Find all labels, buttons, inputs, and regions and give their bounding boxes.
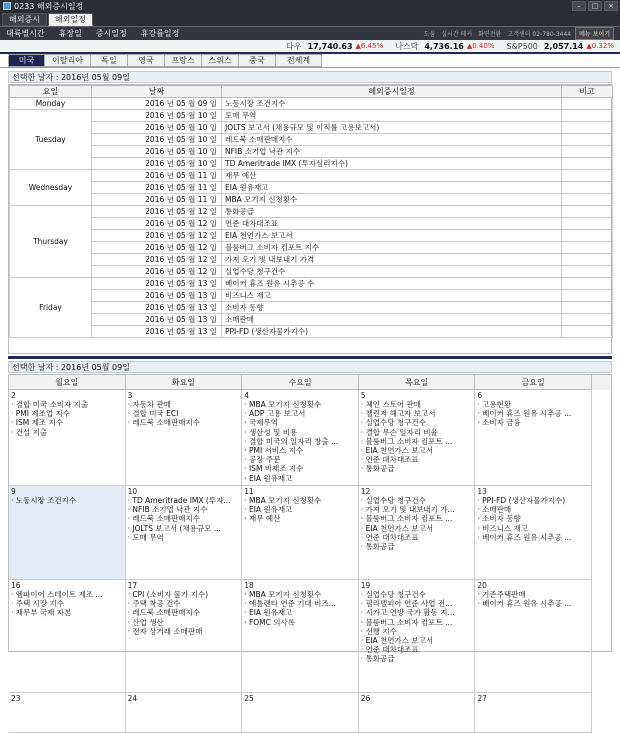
show-menu-button[interactable]: 메뉴 보이기 bbox=[575, 27, 614, 40]
table-row[interactable] bbox=[10, 122, 613, 134]
calendar-event[interactable]: · 연준 대차대조표 bbox=[361, 645, 473, 654]
note-cell bbox=[562, 182, 613, 194]
note-cell bbox=[562, 146, 613, 158]
day-number: 20 bbox=[477, 581, 487, 590]
date-cell: 2016 년 05 월 13 일 bbox=[92, 302, 222, 314]
calendar-day-cell[interactable] bbox=[475, 390, 592, 486]
event-cell: 블룸버그 소비자 컴포트 지수 bbox=[222, 242, 562, 254]
date-cell: 2016 년 05 월 10 일 bbox=[92, 122, 222, 134]
ticker-change: ▲0.40% bbox=[466, 42, 495, 50]
calendar-event[interactable]: · ADP 고용 보고서 bbox=[244, 409, 356, 418]
calendar-event[interactable]: · 고용현황 bbox=[477, 400, 589, 409]
day-cell: Monday bbox=[10, 98, 92, 110]
note-cell bbox=[562, 122, 613, 134]
calendar-event[interactable]: · 결합 미국 ECI bbox=[128, 409, 240, 418]
event-cell: 소매판매 bbox=[222, 314, 562, 326]
calendar-event[interactable]: · 소비자 동향 bbox=[477, 514, 589, 523]
day-number: 27 bbox=[477, 694, 487, 703]
table-row[interactable] bbox=[10, 254, 613, 266]
table-row[interactable] bbox=[10, 146, 613, 158]
ticker-value: 4,736.16 bbox=[424, 41, 464, 51]
day-number: 13 bbox=[477, 487, 487, 496]
calendar-event[interactable]: · ISM 비제조 지수 bbox=[244, 464, 356, 473]
calendar-event[interactable]: · 애틀랜타 연준 기대 비즈... bbox=[244, 599, 356, 608]
ticker-sp500 bbox=[506, 42, 614, 51]
note-cell bbox=[562, 302, 613, 314]
date-cell: 2016 년 05 월 12 일 bbox=[92, 230, 222, 242]
event-cell: 재무 예산 bbox=[222, 170, 562, 182]
calendar-event[interactable]: · PMI 서비스 지수 bbox=[244, 446, 356, 455]
event-cell: 소비자 동향 bbox=[222, 302, 562, 314]
event-cell: 베이커 휴즈 원유 시추공 수 bbox=[222, 278, 562, 290]
table-row[interactable] bbox=[10, 326, 613, 338]
note-cell bbox=[562, 110, 613, 122]
day-number: 12 bbox=[360, 487, 371, 496]
date-cell: 2016 년 05 월 10 일 bbox=[92, 146, 222, 158]
calendar-event[interactable]: · 자동차 판매 bbox=[128, 400, 240, 409]
calendar-event[interactable]: · 노동시장 조건지수 bbox=[11, 496, 123, 505]
calendar-day-cell[interactable] bbox=[9, 390, 126, 486]
calendar-header bbox=[9, 375, 611, 390]
calendar-event[interactable]: · 시카고 연방 국가 활동 지... bbox=[361, 608, 473, 617]
table-row[interactable] bbox=[10, 314, 613, 326]
note-cell bbox=[562, 290, 613, 302]
note-cell bbox=[562, 254, 613, 266]
ticker-nasdaq bbox=[395, 41, 494, 52]
calendar-event[interactable]: · 베이커 휴즈 원유 시추공 ... bbox=[477, 533, 589, 542]
tab-overseas-schedule[interactable]: 해외일정 bbox=[48, 13, 93, 26]
app-icon bbox=[3, 2, 11, 10]
menu-continent-time[interactable]: 대륙별시간 bbox=[6, 29, 45, 38]
calendar-event[interactable]: · 블룸버그 소비자 컴포트 ... bbox=[361, 618, 473, 627]
date-cell: 2016 년 05 월 12 일 bbox=[92, 218, 222, 230]
calendar-event[interactable]: · 국제무역 bbox=[244, 418, 356, 427]
date-cell: 2016 년 05 월 13 일 bbox=[92, 326, 222, 338]
calendar-event[interactable]: · EIA 원유재고 bbox=[244, 608, 356, 617]
note-cell bbox=[562, 194, 613, 206]
event-cell: 가져 오기 및 내보내기 가격 bbox=[222, 254, 562, 266]
event-cell: 비즈니스 재고 bbox=[222, 290, 562, 302]
calendar-event[interactable]: · 비즈니스 재고 bbox=[477, 524, 589, 533]
day-cell: Tuesday bbox=[10, 110, 92, 170]
menu-closure-schedule[interactable]: 휴강률일정 bbox=[140, 29, 180, 38]
calendar-event[interactable]: · MBA 모기지 신청횟수 bbox=[244, 400, 356, 409]
event-cell: EIA 천연가스 보고서 bbox=[222, 230, 562, 242]
date-cell: 2016 년 05 월 12 일 bbox=[92, 266, 222, 278]
ticker-name: 다우 bbox=[286, 41, 302, 51]
day-number: 25 bbox=[244, 694, 254, 703]
country-tab-bar bbox=[0, 54, 620, 68]
selected-date-label-calendar: 선택한 날자 : 2016년 05월 09일 bbox=[8, 361, 612, 373]
calendar-event[interactable]: · 연준 대차대조표 bbox=[361, 533, 473, 542]
calendar-panel bbox=[8, 374, 612, 703]
calendar-day-cell[interactable] bbox=[9, 580, 126, 693]
tab-china[interactable]: 중국 bbox=[239, 54, 276, 67]
event-cell: 연준 대차대조표 bbox=[222, 218, 562, 230]
calendar-event[interactable]: · 연준 대차대조표 bbox=[361, 455, 473, 464]
note-cell bbox=[562, 314, 613, 326]
note-cell bbox=[562, 206, 613, 218]
calendar-event[interactable]: · 레드북 소매판매지수 bbox=[128, 514, 240, 523]
calendar-event[interactable]: · PMI 제조업 지수 bbox=[11, 409, 123, 418]
ticker-change: ▲6.45% bbox=[355, 42, 384, 50]
calendar-event[interactable]: · CPI (소비자 물가 지수) bbox=[128, 590, 240, 599]
table-row[interactable] bbox=[10, 206, 613, 218]
day-number: 23 bbox=[11, 694, 21, 703]
calendar-event[interactable]: · 산업 생산 bbox=[128, 618, 240, 627]
calendar-day-cell[interactable] bbox=[475, 486, 592, 580]
index-ticker bbox=[0, 40, 620, 52]
day-number: 19 bbox=[360, 581, 371, 590]
note-cell bbox=[562, 266, 613, 278]
calendar-event[interactable]: · 통화공급 bbox=[361, 464, 473, 473]
table-row[interactable] bbox=[10, 182, 613, 194]
note-cell bbox=[562, 230, 613, 242]
calendar-event[interactable]: · 레드북 소매판매지수 bbox=[128, 418, 240, 427]
date-cell: 2016 년 05 월 10 일 bbox=[92, 110, 222, 122]
calendar-event[interactable]: · 실업수당 청구건수 bbox=[361, 590, 473, 599]
calendar-event[interactable]: · 공장 주문 bbox=[244, 455, 356, 464]
table-row[interactable] bbox=[10, 98, 613, 110]
calendar-day-cell[interactable] bbox=[242, 486, 359, 580]
title-bar bbox=[0, 0, 620, 12]
schedule-table-panel[interactable] bbox=[8, 84, 612, 354]
calendar-day-cell[interactable] bbox=[126, 486, 243, 580]
tab-overseas-market[interactable]: 해외증시 bbox=[2, 13, 47, 26]
day-number: 16 bbox=[11, 581, 21, 590]
realtime-ticker-link[interactable]: 실시간 테커 bbox=[441, 31, 473, 38]
calendar-event[interactable]: · 소비자 금융 bbox=[477, 418, 589, 427]
calendar-day-cell[interactable] bbox=[126, 390, 243, 486]
maximize-icon[interactable]: □ bbox=[588, 1, 602, 11]
day-number: 11 bbox=[244, 487, 254, 496]
calendar-day-cell[interactable] bbox=[242, 693, 359, 733]
date-cell: 2016 년 05 월 13 일 bbox=[92, 290, 222, 302]
event-cell: NFIB 소기업 낙관 지수 bbox=[222, 146, 562, 158]
window-title: 0233 해외증시일정 bbox=[14, 1, 84, 11]
calendar-day-cell[interactable] bbox=[242, 390, 359, 486]
table-row[interactable] bbox=[10, 230, 613, 242]
ticker-value: 2,057.14 bbox=[543, 41, 584, 51]
date-cell: 2016 년 05 월 11 일 bbox=[92, 182, 222, 194]
table-row[interactable] bbox=[10, 158, 613, 170]
calendar-day-cell[interactable] bbox=[9, 693, 126, 733]
calendar-day-cell[interactable] bbox=[126, 580, 243, 693]
calendar-event[interactable]: · EIA 천연가스 보고서 bbox=[361, 446, 473, 455]
event-cell: 도매 무역 bbox=[222, 110, 562, 122]
calendar-day-cell[interactable] bbox=[9, 486, 126, 580]
table-row[interactable] bbox=[10, 170, 613, 182]
tab-germany[interactable]: 독일 bbox=[91, 54, 128, 67]
tab-uk[interactable]: 영국 bbox=[128, 54, 165, 67]
calendar-event[interactable]: · 전자 상거래 소매판매 bbox=[128, 627, 240, 636]
weekday-header: 목요일 bbox=[359, 375, 476, 390]
tab-switzerland[interactable]: 스위스 bbox=[202, 54, 239, 67]
table-row[interactable] bbox=[10, 242, 613, 254]
ticker-name: S&P500 bbox=[506, 41, 538, 51]
calendar-event[interactable]: · 결합 미국의 일자리 창출 ... bbox=[244, 437, 356, 446]
date-cell: 2016 년 05 월 11 일 bbox=[92, 170, 222, 182]
table-row[interactable] bbox=[10, 134, 613, 146]
day-cell: Friday bbox=[10, 278, 92, 338]
calendar-event[interactable]: · 챌린저 해고자 보고서 bbox=[361, 409, 473, 418]
schedule-table bbox=[9, 85, 613, 338]
event-cell: PPI-FD (생산자물가지수) bbox=[222, 326, 562, 338]
calendar-event[interactable]: · 건설 지출 bbox=[11, 428, 123, 437]
calendar-event[interactable]: · NFIB 소기업 낙관 지수 bbox=[128, 505, 240, 514]
weekday-header: 수요일 bbox=[242, 375, 359, 390]
calendar-event[interactable]: · 결합 무슨 일자리 비율 bbox=[361, 428, 473, 437]
ticker-value: 17,740.63 bbox=[307, 41, 353, 51]
top-tab-bar bbox=[0, 12, 620, 26]
calendar-event[interactable]: · 레드북 소매판매지수 bbox=[128, 608, 240, 617]
calendar-day-cell[interactable] bbox=[126, 693, 243, 733]
tab-worldwide[interactable]: 전세계 bbox=[276, 54, 322, 67]
calendar-event[interactable]: · EIA 천연가스 보고서 bbox=[361, 524, 473, 533]
event-cell: EIA 원유재고 bbox=[222, 182, 562, 194]
date-cell: 2016 년 05 월 13 일 bbox=[92, 278, 222, 290]
day-number: 24 bbox=[127, 694, 138, 703]
calendar-day-cell[interactable] bbox=[359, 486, 476, 580]
calendar-event[interactable]: · 주택 착공 건수 bbox=[128, 599, 240, 608]
day-number: 10 bbox=[127, 487, 138, 496]
calendar-event[interactable]: · 블룸버그 소비자 컴포트 ... bbox=[361, 514, 473, 523]
calendar-event[interactable]: · 실업수당 청구건수 bbox=[361, 496, 473, 505]
event-cell: 통화공급 bbox=[222, 206, 562, 218]
calendar-event[interactable]: · 소매판매 bbox=[477, 505, 589, 514]
event-cell: TD Ameritrade IMX (투자심리지수) bbox=[222, 158, 562, 170]
weekday-header: 월요일 bbox=[9, 375, 126, 390]
ticker-name: 나스닥 bbox=[395, 41, 419, 51]
note-cell bbox=[562, 326, 613, 338]
date-cell: 2016 년 05 월 12 일 bbox=[92, 206, 222, 218]
calendar-event[interactable]: · PPI-FD (생산자물가지수) bbox=[477, 496, 589, 505]
col-header-day[interactable]: 요일 bbox=[10, 86, 92, 98]
ticker-dow bbox=[286, 41, 383, 52]
calendar-event[interactable]: · 블룸버그 소비자 컴포트 ... bbox=[361, 437, 473, 446]
day-number: 2 bbox=[11, 391, 16, 400]
calendar-event[interactable]: · EIA 원유재고 bbox=[244, 474, 356, 483]
note-cell bbox=[562, 98, 613, 110]
calendar-day-cell[interactable] bbox=[359, 693, 476, 733]
note-cell bbox=[562, 242, 613, 254]
calendar-event[interactable]: · 체인 스토어 판매 bbox=[361, 400, 473, 409]
calendar-week bbox=[9, 390, 611, 486]
calendar-event[interactable]: · MBA 모기지 신청횟수 bbox=[244, 496, 356, 505]
calendar-week bbox=[9, 580, 611, 693]
event-cell: 레드북 소매판매지수 bbox=[222, 134, 562, 146]
help-link[interactable]: 도움 bbox=[423, 31, 436, 38]
event-cell: MBA 모기지 신청횟수 bbox=[222, 194, 562, 206]
note-cell bbox=[562, 158, 613, 170]
table-row[interactable] bbox=[10, 110, 613, 122]
col-header-date[interactable]: 날짜 bbox=[92, 86, 222, 98]
date-cell: 2016 년 05 월 09 일 bbox=[92, 98, 222, 110]
calendar-event[interactable]: · 재무 예산 bbox=[244, 514, 356, 523]
calendar-event[interactable]: · ISM 제조 지수 bbox=[11, 418, 123, 427]
day-cell: Wednesday bbox=[10, 170, 92, 206]
calendar-event[interactable]: · 통화공급 bbox=[361, 542, 473, 551]
calendar-event[interactable]: · JOLTS 보고서 (채용규모 ... bbox=[128, 524, 240, 533]
calendar-event[interactable]: · 가져 오기 및 내보내기 가... bbox=[361, 505, 473, 514]
customer-center-link[interactable]: 고객센터 02-780-3444 bbox=[507, 31, 572, 38]
calendar-event[interactable]: · MBA 모기지 신청횟수 bbox=[244, 590, 356, 599]
calendar-event[interactable]: · TD Ameritrade IMX (투자... bbox=[128, 496, 240, 505]
calendar-event[interactable]: · 선행 지수 bbox=[361, 627, 473, 636]
note-cell bbox=[562, 170, 613, 182]
calendar-event[interactable]: · 주택 시장 지수 bbox=[11, 599, 123, 608]
table-row[interactable] bbox=[10, 302, 613, 314]
calendar-event[interactable]: · 재무부 국제 자본 bbox=[11, 608, 123, 617]
table-row[interactable] bbox=[10, 278, 613, 290]
date-cell: 2016 년 05 월 13 일 bbox=[92, 314, 222, 326]
table-row[interactable] bbox=[10, 194, 613, 206]
calendar-event[interactable]: · 생산성 및 비용 bbox=[244, 428, 356, 437]
ticker-change: ▲0.32% bbox=[586, 42, 614, 50]
calendar-day-cell[interactable] bbox=[475, 580, 592, 693]
calendar-event[interactable]: · 도매 무역 bbox=[128, 533, 240, 542]
calendar-event[interactable]: · EIA 천연가스 보고서 bbox=[361, 636, 473, 645]
table-row[interactable] bbox=[10, 266, 613, 278]
screen-switch-link[interactable]: 화면전환 bbox=[478, 31, 502, 38]
weekday-header: 화요일 bbox=[126, 375, 243, 390]
date-cell: 2016 년 05 월 10 일 bbox=[92, 134, 222, 146]
tab-usa[interactable]: 미국 bbox=[8, 54, 45, 67]
date-cell: 2016 년 05 월 10 일 bbox=[92, 158, 222, 170]
event-cell: 노동시장 조건지수 bbox=[222, 98, 562, 110]
note-cell bbox=[562, 278, 613, 290]
calendar-event[interactable]: · 실업수당 청구건수 bbox=[361, 418, 473, 427]
calendar-day-cell[interactable] bbox=[242, 580, 359, 693]
menu-bar bbox=[0, 26, 620, 40]
note-cell bbox=[562, 134, 613, 146]
calendar-event[interactable]: · 결합 미국 소비자 지출 bbox=[11, 400, 123, 409]
col-header-event[interactable]: 해외증시일정 bbox=[222, 86, 562, 98]
close-icon[interactable]: × bbox=[604, 1, 618, 11]
calendar-event[interactable]: · 베이커 휴즈 원유 시추공 ... bbox=[477, 599, 589, 608]
calendar-event[interactable]: · FOMC 의사록 bbox=[244, 618, 356, 627]
table-row[interactable] bbox=[10, 218, 613, 230]
menu-market-schedule[interactable]: 증시일정 bbox=[95, 29, 127, 38]
calendar-event[interactable]: · 필라델피아 연준 사업 전... bbox=[361, 599, 473, 608]
tab-italy[interactable]: 이탈리아 bbox=[45, 54, 91, 67]
calendar-day-cell[interactable] bbox=[359, 390, 476, 486]
day-number: 9 bbox=[11, 487, 16, 496]
calendar-day-cell[interactable] bbox=[359, 580, 476, 693]
date-cell: 2016 년 05 월 12 일 bbox=[92, 254, 222, 266]
day-number: 5 bbox=[360, 391, 366, 400]
calendar-week bbox=[9, 693, 611, 733]
selected-date-label: 선택한 날자 : 2016년 05월 09일 bbox=[8, 71, 612, 83]
day-number: 18 bbox=[244, 581, 254, 590]
menu-right-links bbox=[418, 27, 620, 40]
event-cell: 실업수당 청구건수 bbox=[222, 266, 562, 278]
weekday-header: 금요일 bbox=[475, 375, 592, 390]
date-cell: 2016 년 05 월 12 일 bbox=[92, 242, 222, 254]
day-number: 4 bbox=[244, 391, 249, 400]
event-cell: JOLTS 보고서 (채용규모 및 이직률 고용보고서) bbox=[222, 122, 562, 134]
menu-holidays[interactable]: 휴장일 bbox=[58, 29, 82, 38]
date-cell: 2016 년 05 월 11 일 bbox=[92, 194, 222, 206]
day-number: 3 bbox=[127, 391, 133, 400]
tab-france[interactable]: 프랑스 bbox=[165, 54, 202, 67]
minimize-icon[interactable]: – bbox=[572, 1, 586, 11]
calendar-event[interactable]: · 엠파이어 스테이트 제조 ... bbox=[11, 590, 123, 599]
calendar-day-cell[interactable] bbox=[475, 693, 592, 733]
col-header-note[interactable]: 비고 bbox=[562, 86, 613, 98]
table-row[interactable] bbox=[10, 290, 613, 302]
day-cell: Thursday bbox=[10, 206, 92, 278]
calendar-event[interactable]: · 기존주택판매 bbox=[477, 590, 589, 599]
section-divider bbox=[8, 356, 612, 359]
calendar-event[interactable]: · EIA 원유재고 bbox=[244, 505, 356, 514]
day-number: 26 bbox=[360, 694, 371, 703]
day-number: 17 bbox=[127, 581, 138, 590]
note-cell bbox=[562, 218, 613, 230]
day-number: 6 bbox=[477, 391, 483, 400]
calendar-week bbox=[9, 486, 611, 580]
calendar-event[interactable]: · 베이커 휴즈 원유 시추공 ... bbox=[477, 409, 589, 418]
calendar-event[interactable]: · 통화공급 bbox=[361, 654, 473, 663]
